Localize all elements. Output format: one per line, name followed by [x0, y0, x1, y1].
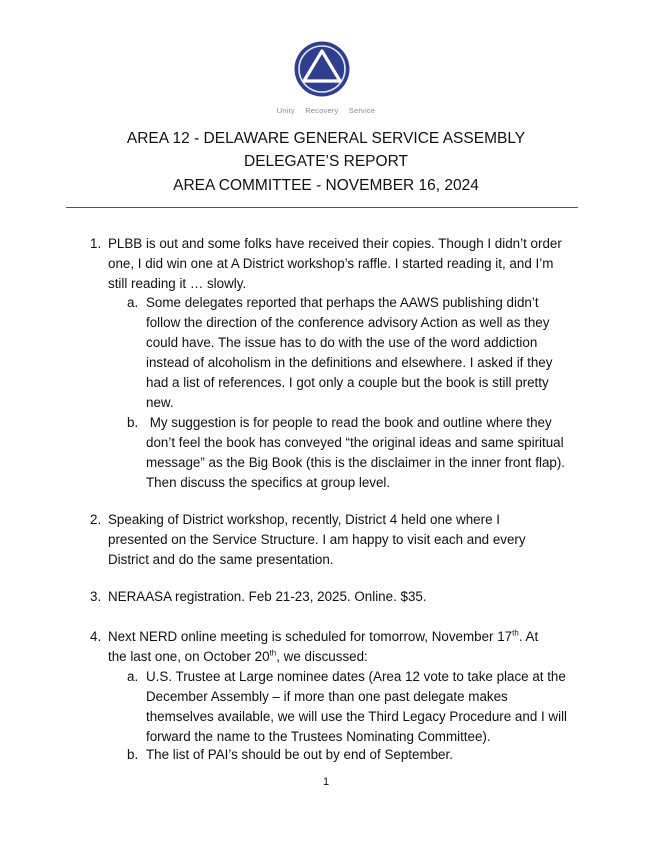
aa-circle-triangle-logo	[293, 40, 351, 98]
item-text-line	[108, 647, 368, 667]
item-text-line: District and do the same presentation.	[108, 552, 334, 567]
report-title-area: AREA 12 - DELAWARE GENERAL SERVICE ASSEMBLY	[126, 130, 526, 147]
tagline-recovery: Recovery	[305, 106, 339, 115]
tagline-service: Service	[348, 106, 376, 115]
item-text-line: Speaking of District workshop, recently, District 4 held one where I	[108, 512, 500, 527]
item-text-line: one, I did win one at A District workshop’s raffle. I started reading it, and I’m	[108, 256, 554, 271]
sub-item-text-line: Some delegates reported that perhaps the AAWS publishing didn’t	[146, 295, 539, 310]
sub-item-text-line: instead of alcoholism in the definitions and elsewhere. I asked if they	[146, 355, 553, 370]
ordinal-superscript: th	[269, 648, 277, 658]
item-number: 3.	[90, 589, 102, 604]
item-text-line: still reading it … slowly.	[108, 276, 247, 291]
sub-item-letter: a.	[127, 669, 139, 684]
ordinal-superscript: th	[512, 628, 519, 638]
logo-tagline	[0, 106, 652, 115]
item-text-segment: Next NERD online meeting is scheduled for tomorrow, November 17	[108, 629, 513, 644]
sub-item-text-line: follow the direction of the conference advisory Action as well as they	[146, 315, 550, 330]
sub-item-text-line: U.S. Trustee at Large nominee dates (Area 12 vote to take place at the	[146, 669, 566, 684]
report-title-delegate: DELEGATE’S REPORT	[244, 153, 408, 170]
item-text-line: NERAASA registration. Feb 21-23, 2025. Online. $35.	[108, 589, 427, 604]
sub-item-text-line: new.	[146, 395, 174, 410]
item-text-segment: . At	[518, 629, 539, 644]
item-text-segment: , we discussed:	[276, 649, 368, 664]
item-text-line	[108, 627, 538, 647]
sub-item-text-line: My suggestion is for people to read the book and outline where they	[146, 415, 552, 430]
item-number: 1.	[90, 236, 102, 251]
item-text-line: PLBB is out and some folks have received their copies. Though I didn’t order	[108, 236, 562, 251]
sub-item-text-line: themselves available, we will use the Third Legacy Procedure and I will	[146, 709, 568, 724]
item-number: 4.	[90, 629, 102, 644]
sub-item-letter: b.	[127, 747, 139, 762]
item-text-segment: the last one, on October 20	[108, 649, 270, 664]
sub-item-text-line: forward the name to the Trustees Nominating Committee).	[146, 729, 491, 744]
sub-item-text-line: could have. The issue has to do with the use of the word addiction	[146, 335, 538, 350]
header-divider	[66, 207, 578, 208]
page-number: 1	[322, 776, 330, 788]
sub-item-text-line: don’t feel the book has conveyed “the original ideas and same spiritual	[146, 435, 564, 450]
tagline-unity: Unity	[276, 106, 295, 115]
sub-item-text-line: The list of PAI’s should be out by end of September.	[146, 747, 453, 762]
item-number: 2.	[90, 512, 102, 527]
item-text-line: presented on the Service Structure. I am happy to visit each and every	[108, 532, 526, 547]
sub-item-letter: a.	[127, 295, 139, 310]
sub-item-text-line: Then discuss the specifics at group level.	[146, 475, 391, 490]
report-title-date: AREA COMMITTEE - NOVEMBER 16, 2024	[173, 177, 479, 194]
sub-item-text-line: had a list of references. I got only a couple but the book is still pretty	[146, 375, 549, 390]
sub-item-text-line: December Assembly – if more than one past delegate makes	[146, 689, 508, 704]
sub-item-text-line: message” as the Big Book (this is the disclaimer in the inner front flap).	[146, 455, 566, 470]
sub-item-letter: b.	[127, 415, 139, 430]
